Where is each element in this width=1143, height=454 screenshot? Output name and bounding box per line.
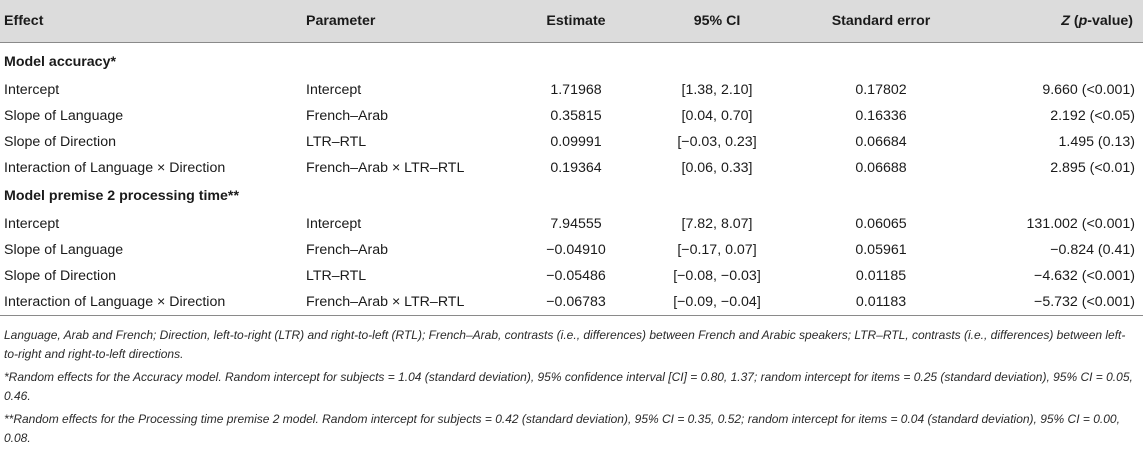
cell-parameter: Intercept xyxy=(306,216,362,232)
cell-ci: [−0.03, 0.23] xyxy=(677,134,757,150)
cell-estimate: −0.04910 xyxy=(546,242,606,258)
cell-effect: Interaction of Language × Direction xyxy=(4,160,226,176)
cell-ci: [−0.08, −0.03] xyxy=(673,268,761,284)
cell-ci: [0.04, 0.70] xyxy=(681,108,753,124)
cell-ci: [−0.09, −0.04] xyxy=(642,289,792,316)
cell-effect: Interaction of Language × Direction xyxy=(0,289,306,316)
cell-effect: Intercept xyxy=(4,82,60,98)
cell-parameter: Intercept xyxy=(306,82,362,98)
cell-ci: [7.82, 8.07] xyxy=(681,216,753,232)
section-heading-row xyxy=(0,181,1143,211)
table-footnotes xyxy=(0,326,1134,447)
cell-standard-error: 0.06684 xyxy=(855,134,907,150)
cell-estimate: −0.05486 xyxy=(546,268,606,284)
cell-z-pvalue: 9.660 (<0.001) xyxy=(1042,82,1135,98)
table-header-row xyxy=(0,0,1143,43)
footnote-abbreviations: Language, Arab and French; Direction, left-to-right (LTR) and right-to-left (RTL); French–Arab, contrasts (i.e., differences) between French and Arabic speakers; LTR–RTL, contrasts (i.e., differences) between left-to-right and right-to-left directions. xyxy=(4,328,1126,361)
footnote-processing-model: **Random effects for the Processing time premise 2 model. Random intercept for subjects = 0.42 (standard deviation), 95% CI = 0.35, 0.52; random intercept for items = 0.04 (standard deviation), 95% CI = 0.00, 0.08. xyxy=(4,412,1120,445)
table-row xyxy=(0,237,1143,263)
column-header-effect: Effect xyxy=(0,0,306,43)
cell-effect: Slope of Language xyxy=(4,242,124,258)
cell-effect: Slope of Direction xyxy=(4,134,116,150)
table-row xyxy=(0,155,1143,181)
cell-z-pvalue: −4.632 (<0.001) xyxy=(1034,268,1135,284)
cell-parameter: French–Arab xyxy=(306,242,389,258)
section-heading-row xyxy=(0,43,1143,78)
cell-standard-error: 0.06688 xyxy=(855,160,907,176)
column-header-ci: 95% CI xyxy=(642,0,792,43)
table-row xyxy=(0,211,1143,237)
cell-standard-error: 0.01185 xyxy=(855,268,907,284)
cell-ci: [−0.17, 0.07] xyxy=(677,242,757,258)
table-row xyxy=(0,103,1143,129)
cell-estimate: 7.94555 xyxy=(550,216,602,232)
cell-z-pvalue: −0.824 (0.41) xyxy=(1050,242,1135,258)
table-row xyxy=(0,263,1143,289)
footnote-accuracy-model: *Random effects for the Accuracy model. Random intercept for subjects = 1.04 (standard deviation), 95% confidence interval [CI] = 0.80, 1.37; random intercept for items = 0.25 (standard deviation), 95% CI = 0.05, 0.46. xyxy=(4,370,1133,403)
cell-ci: [1.38, 2.10] xyxy=(681,82,753,98)
cell-standard-error: 0.16336 xyxy=(855,108,907,124)
column-header-estimate: Estimate xyxy=(510,0,642,43)
cell-parameter: French–Arab × LTR–RTL xyxy=(306,160,465,176)
table-row xyxy=(0,129,1143,155)
table-row xyxy=(0,289,1143,316)
column-header-z-pvalue: Z (p-value) xyxy=(970,0,1143,43)
cell-parameter: LTR–RTL xyxy=(306,268,367,284)
cell-effect: Intercept xyxy=(4,216,60,232)
cell-ci: [0.06, 0.33] xyxy=(681,160,753,176)
column-header-parameter: Parameter xyxy=(306,0,510,43)
cell-standard-error: 0.17802 xyxy=(855,82,907,98)
table-row xyxy=(0,77,1143,103)
cell-estimate: 0.19364 xyxy=(550,160,602,176)
cell-effect: Slope of Language xyxy=(4,108,124,124)
cell-estimate: 1.71968 xyxy=(550,82,602,98)
cell-standard-error: 0.06065 xyxy=(855,216,907,232)
cell-z-pvalue: −5.732 (<0.001) xyxy=(970,289,1143,316)
section-title: Model premise 2 processing time** xyxy=(4,188,239,204)
cell-parameter: LTR–RTL xyxy=(306,134,367,150)
cell-effect: Slope of Direction xyxy=(4,268,116,284)
cell-z-pvalue: 2.192 (<0.05) xyxy=(1050,108,1135,124)
section-title: Model accuracy* xyxy=(4,54,116,70)
cell-standard-error: 0.01183 xyxy=(792,289,970,316)
cell-estimate: 0.09991 xyxy=(550,134,602,150)
column-header-standard-error: Standard error xyxy=(792,0,970,43)
cell-standard-error: 0.05961 xyxy=(855,242,907,258)
cell-parameter: French–Arab × LTR–RTL xyxy=(306,289,510,316)
cell-estimate: 0.35815 xyxy=(550,108,602,124)
cell-estimate: −0.06783 xyxy=(510,289,642,316)
cell-z-pvalue: 2.895 (<0.01) xyxy=(1050,160,1135,176)
cell-z-pvalue: 131.002 (<0.001) xyxy=(1026,216,1135,232)
cell-z-pvalue: 1.495 (0.13) xyxy=(1058,134,1135,150)
cell-parameter: French–Arab xyxy=(306,108,389,124)
